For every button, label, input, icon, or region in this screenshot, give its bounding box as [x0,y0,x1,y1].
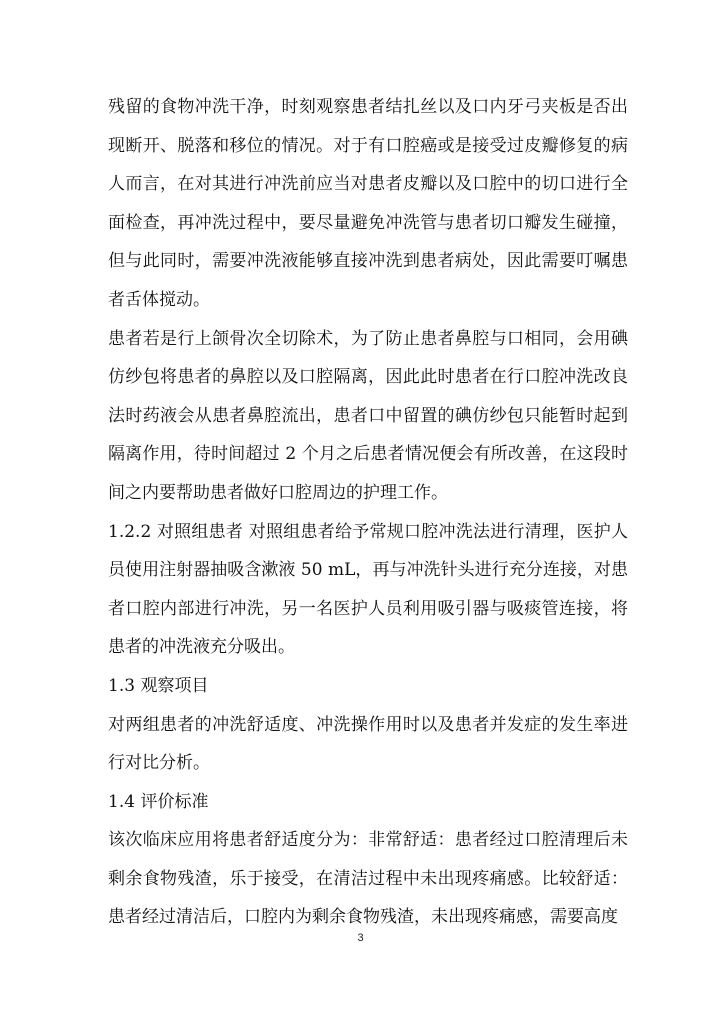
paragraph-wash-and-inspect: 残留的食物冲洗干净，时刻观察患者结扎丝以及口内牙弓夹板是否出现断开、脱落和移位的情况。对于有口腔癌或是接受过皮瓣修复的病人而言，在对其进行冲洗前应当对患者皮瓣以及口腔中的切口进行全面检查，再冲洗过程中，要尽量避免冲洗管与患者切口瓣发生碰撞，但与此同时，需要冲洗液能够直接冲洗到患者病处，因此需要叮嘱患者舌体搅动。 [108,97,628,310]
section-heading-evaluation-criteria: 1.4 评价标准 [108,791,209,812]
body-text [108,88,628,937]
paragraph-evaluation-criteria: 该次临床应用将患者舒适度分为：非常舒适：患者经过口腔清理后未剩余食物残渣，乐于接受，在清洁过程中未出现疼痛感。比较舒适：患者经过清洁后，口腔内为剩余食物残渣，未出现疼痛感，需要高度 [108,830,628,928]
paragraph-observation-items: 对两组患者的冲洗舒适度、冲洗操作用时以及患者并发症的发生率进行对比分析。 [108,714,628,774]
paragraph-maxillectomy: 患者若是行上颌骨次全切除术，为了防止患者鼻腔与口相同，会用碘仿纱包将患者的鼻腔以及口腔隔离，因此此时患者在行口腔冲洗改良法时药液会从患者鼻腔流出，患者口中留置的碘仿纱包只能暂时起到隔离作用，待时间超过 2 个月之后患者情况便会有所改善，在这段时间之内要帮助患者做好口腔周边的护理工作。 [108,328,628,503]
page-number: 3 [357,932,364,944]
section-heading-observation-items: 1.3 观察项目 [108,675,209,696]
paragraph-control-group: 1.2.2 对照组患者 对照组患者给予常规口腔冲洗法进行清理，医护人员使用注射器抽吸含漱液 50 mL，再与冲洗针头进行充分连接，对患者口腔内部进行冲洗，另一名医护人员利用吸引器与吸痰管连接，将患者的冲洗液充分吸出。 [108,521,628,658]
